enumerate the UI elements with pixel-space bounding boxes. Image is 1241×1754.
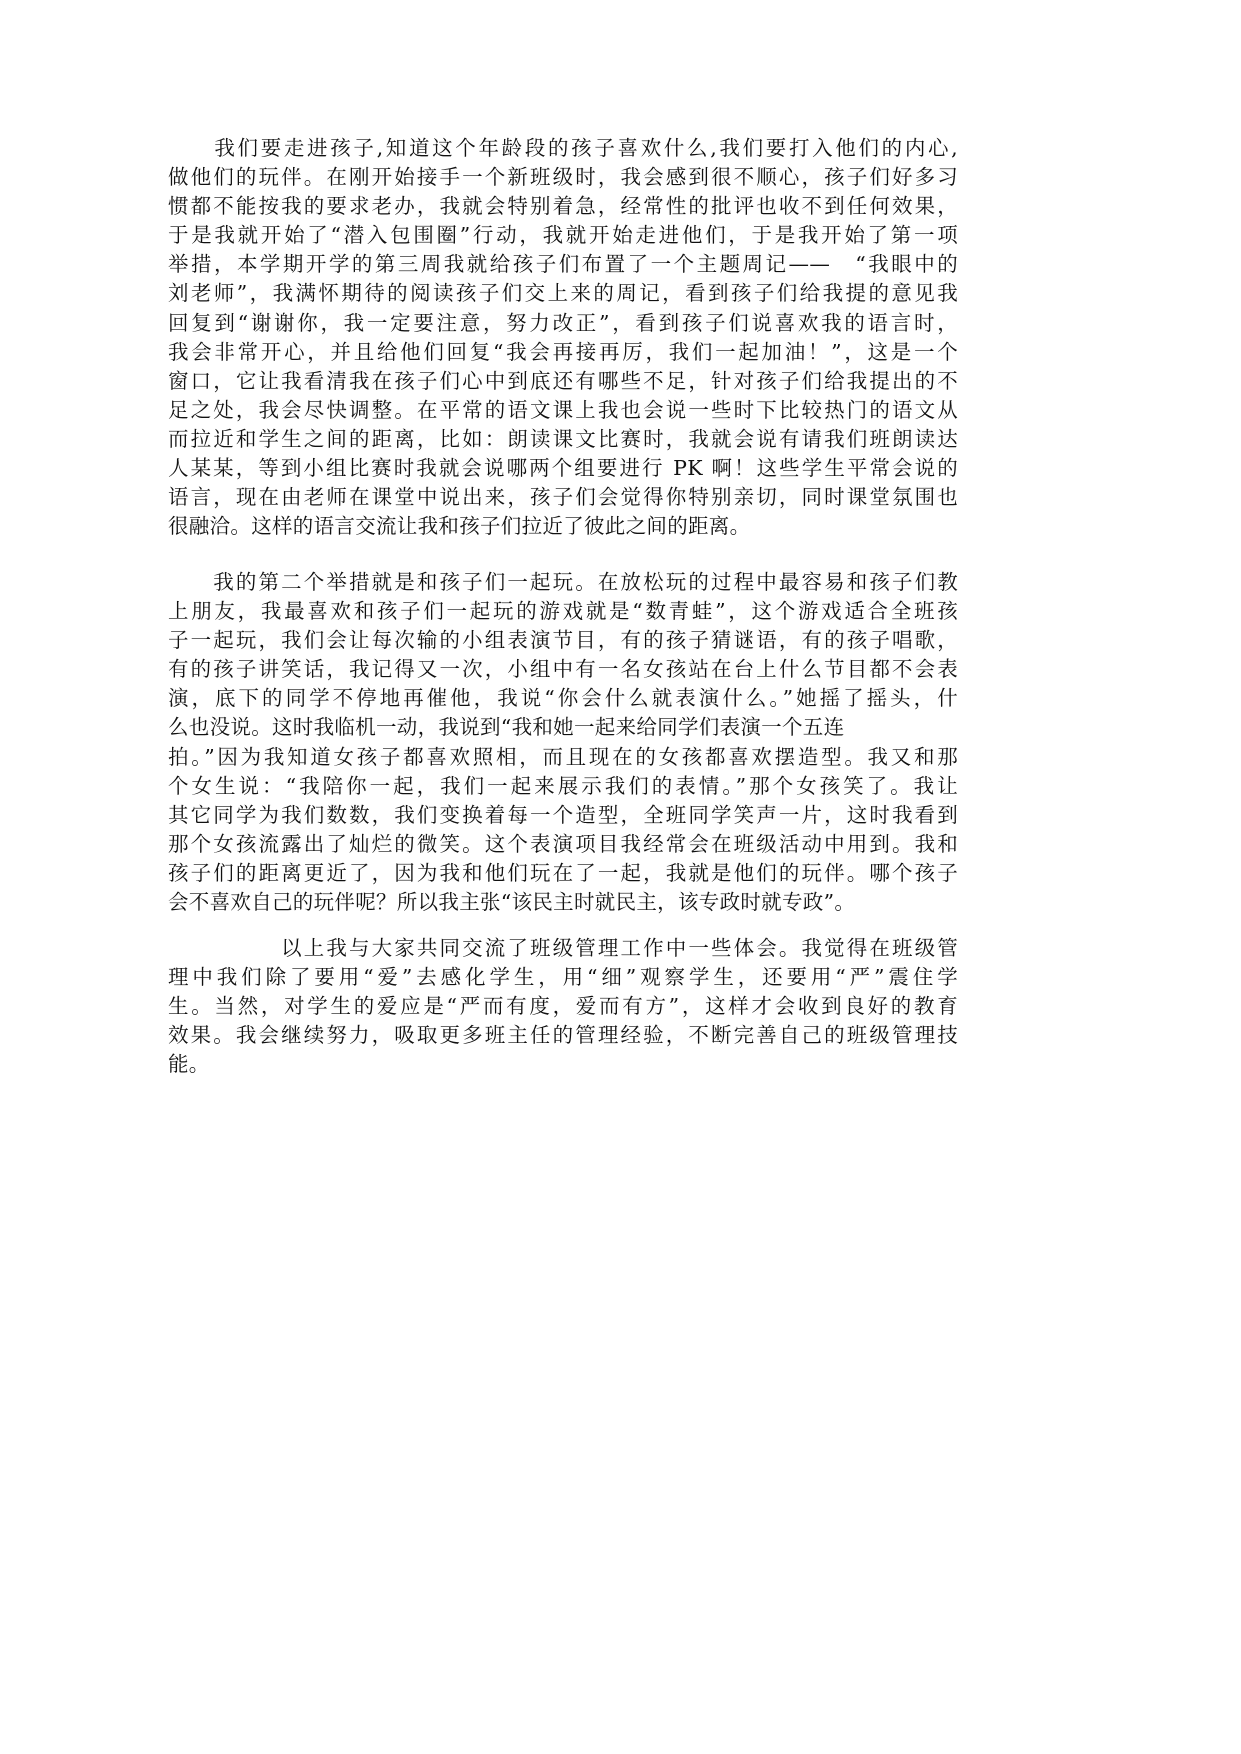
text-line: 有的孩子讲笑话，我记得又一次，小组中有一名女孩站在台上什么节目都不会表 <box>168 657 958 682</box>
text-line: 么也没说。这时我临机一动，我说到“我和她一起来给同学们表演一个五连 <box>168 715 845 740</box>
text-line: 我的第二个举措就是和孩子们一起玩。在放松玩的过程中最容易和孩子们教 <box>168 570 958 594</box>
paragraph-playing-together <box>168 568 958 917</box>
text-line: 刘老师”，我满怀期待的阅读孩子们交上来的周记，看到孩子们给我提的意见我 <box>168 281 958 306</box>
text-line: 回复到“谢谢你，我一定要注意，努力改正”，看到孩子们说喜欢我的语言时， <box>168 310 958 335</box>
text-line: 个女生说：“我陪你一起，我们一起来展示我们的表情。”那个女孩笑了。我让 <box>168 773 958 798</box>
text-line: 能。 <box>168 1052 210 1077</box>
paragraph-getting-close-to-children <box>168 134 958 541</box>
text-line: 人某某，等到小组比赛时我就会说哪两个组要进行 PK 啊！这些学生平常会说的 <box>168 456 958 481</box>
text-line: 我会非常开心，并且给他们回复“我会再接再厉，我们一起加油！”，这是一个 <box>168 339 958 364</box>
text-line: 子一起玩，我们会让每次输的小组表演节目，有的孩子猜谜语，有的孩子唱歌， <box>168 628 958 653</box>
text-line: 举措，本学期开学的第三周我就给孩子们布置了一个主题周记—— “我眼中的 <box>168 252 958 277</box>
text-line: 其它同学为我们数数，我们变换着每一个造型，全班同学笑声一片，这时我看到 <box>168 802 958 827</box>
text-line: 足之处，我会尽快调整。在平常的语文课上我也会说一些时下比较热门的语文从 <box>168 397 958 422</box>
text-line: 我们要走进孩子,知道这个年龄段的孩子喜欢什么,我们要打入他们的内心, <box>168 136 958 160</box>
text-line: 理中我们除了要用“爱”去感化学生，用“细”观察学生，还要用“严”震住学 <box>168 965 958 990</box>
text-line: 窗口，它让我看清我在孩子们心中到底还有哪些不足，针对孩子们给我提出的不 <box>168 368 958 393</box>
text-line: 生。当然，对学生的爱应是“严而有度，爱而有方”，这样才会收到良好的教育 <box>168 994 958 1019</box>
text-line: 而拉近和学生之间的距离，比如：朗读课文比赛时，我就会说有请我们班朗读达 <box>168 426 958 451</box>
text-line: 上朋友，我最喜欢和孩子们一起玩的游戏就是“数青蛙”，这个游戏适合全班孩 <box>168 599 958 624</box>
text-line: 做他们的玩伴。在刚开始接手一个新班级时，我会感到很不顺心，孩子们好多习 <box>168 165 958 190</box>
text-line: 那个女孩流露出了灿烂的微笑。这个表演项目我经常会在班级活动中用到。我和 <box>168 831 958 856</box>
paragraph-conclusion <box>168 934 958 1079</box>
text-line: 惯都不能按我的要求老办，我就会特别着急，经常性的批评也收不到任何效果， <box>168 194 958 219</box>
text-line: 拍。”因为我知道女孩子都喜欢照相，而且现在的女孩都喜欢摆造型。我又和那 <box>168 744 958 769</box>
text-line: 效果。我会继续努力，吸取更多班主任的管理经验，不断完善自己的班级管理技 <box>168 1023 958 1048</box>
text-line: 于是我就开始了“潜入包围圈”行动，我就开始走进他们，于是我开始了第一项 <box>168 223 958 248</box>
text-line: 以上我与大家共同交流了班级管理工作中一些体会。我觉得在班级管 <box>168 936 958 960</box>
text-line: 很融洽。这样的语言交流让我和孩子们拉近了彼此之间的距离。 <box>168 514 751 539</box>
text-line: 孩子们的距离更近了，因为我和他们玩在了一起，我就是他们的玩伴。哪个孩子 <box>168 860 958 885</box>
text-line: 语言，现在由老师在课堂中说出来，孩子们会觉得你特别亲切，同时课堂氛围也 <box>168 485 958 510</box>
text-line: 会不喜欢自己的玩伴呢？所以我主张“该民主时就民主，该专政时就专政”。 <box>168 890 856 915</box>
text-line: 演，底下的同学不停地再催他，我说“你会什么就表演什么。”她摇了摇头，什 <box>168 686 958 711</box>
